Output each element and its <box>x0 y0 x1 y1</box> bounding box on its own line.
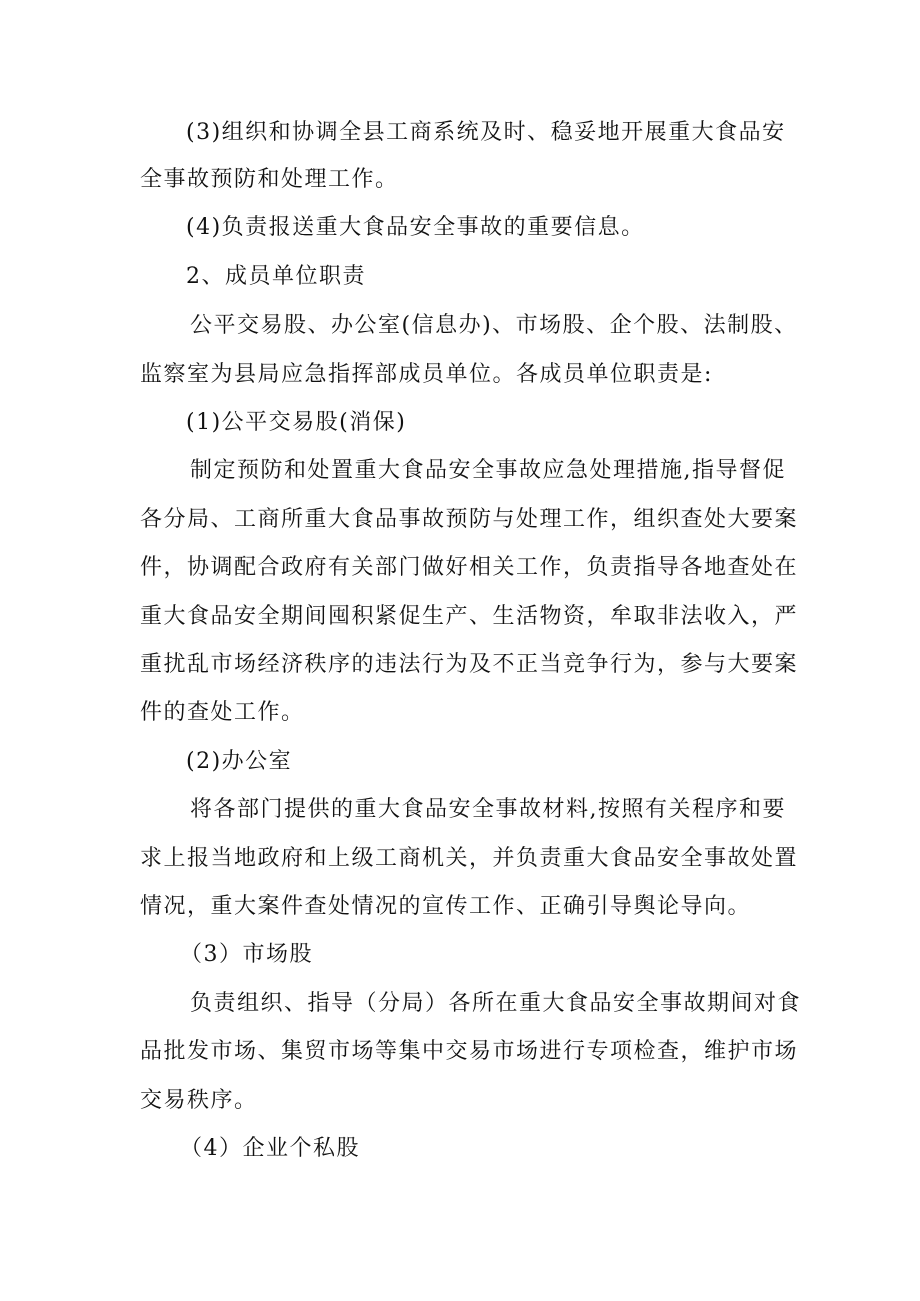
text-line: 监察室为县局应急指挥部成员单位。各成员单位职责是: <box>140 362 713 387</box>
text-line: 各分局、工商所重大食品事故预防与处理工作，组织查处大要案 <box>140 507 799 532</box>
item-heading: (2)办公室 <box>186 749 293 774</box>
text-line: 全事故预防和处理工作。 <box>140 167 399 192</box>
text-line: 件的查处工作。 <box>140 700 305 725</box>
text-line: 公平交易股、办公室(信息办)、市场股、企个股、法制股、 <box>190 313 798 338</box>
text-line: 制定预防和处置重大食品安全事故应急处理措施,指导督促 <box>190 458 786 483</box>
text-line: (3)组织和协调全县工商系统及时、稳妥地开展重大食品安 <box>186 120 786 145</box>
item-heading: （3）市场股 <box>180 942 313 967</box>
item-heading: （4）企业个私股 <box>180 1136 360 1161</box>
text-line: 将各部门提供的重大食品安全事故材料,按照有关程序和要 <box>190 797 786 822</box>
text-line: 品批发市场、集贸市场等集中交易市场进行专项检查，维护市场 <box>140 1039 799 1064</box>
item-heading: (1)公平交易股(消保) <box>186 410 407 435</box>
text-line: 重扰乱市场经济秩序的违法行为及不正当竞争行为，参与大要案 <box>140 652 799 677</box>
text-line: 情况，重大案件查处情况的宣传工作、正确引导舆论导向。 <box>140 894 752 919</box>
text-line: 交易秩序。 <box>140 1088 258 1113</box>
text-line: 件，协调配合政府有关部门做好相关工作，负责指导各地查处在 <box>140 555 799 580</box>
text-line: (4)负责报送重大食品安全事故的重要信息。 <box>186 215 645 240</box>
section-heading: 2、成员单位职责 <box>186 264 366 289</box>
text-line: 求上报当地政府和上级工商机关，并负责重大食品安全事故处置 <box>140 846 799 871</box>
text-line: 重大食品安全期间囤积紧促生产、生活物资，牟取非法收入，严 <box>140 604 799 629</box>
text-line: 负责组织、指导（分局）各所在重大食品安全事故期间对食 <box>190 991 802 1016</box>
